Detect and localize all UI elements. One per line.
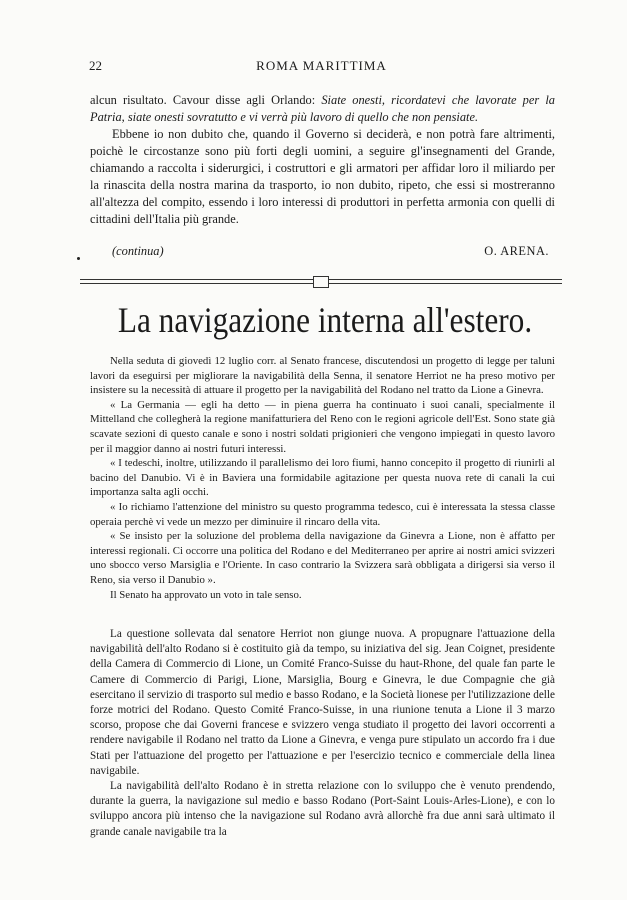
section-divider [80, 276, 562, 288]
page-number: 22 [89, 58, 102, 73]
signoff [90, 244, 555, 262]
paragraph-text: alcun risultato. Cavour disse agli Orlando: [90, 93, 322, 107]
continued-note: (continua) [112, 244, 164, 258]
paragraph: « La Germania — egli ha detto — in piena guerra ha continuato i suoi canali, specialmente il Mittelland che collegherà la regione manifatturiera del Reno con le regioni agricole dell'Est. Sono state già scavate sezioni di questo canale e sono i nostri soldati prigionieri che vengono impiegati in questo lavoro per il maggior danno ai nostri futuri interessi. [90, 398, 555, 455]
paragraph: Ebbene io non dubito che, quando il Governo si deciderà, e non potrà fare altrimenti, poichè le circostanze sono più forti degli uomini, a seguire gl'insegnamenti del Grande, chiamando a raccolta i siderurgici, i costruttori e gli armatori per affidar loro il miliardo per la rinascita della nostra marina da trasporto, io non dubito, ripeto, che essi si mostreranno all'altezza del compito, essendo i loro interessi di produttori in perfetta armonia con quelli di cittadini dell'Italia più grande. [90, 127, 555, 226]
paragraph: « Io richiamo l'attenzione del ministro su questo programma tedesco, cui è interessata la stessa classe operaia perchè vi vede un mezzo per diminuire il rincaro della vita. [90, 500, 555, 528]
article-title: La navigazione interna all'estero. [117, 300, 533, 340]
quoted-text: Siate onesti, ricordatevi che lavorate per la Patria, siate onesti sovratutto e vi verrà più lavoro di quello che non pensiate. [90, 93, 555, 124]
article-section-1 [90, 354, 555, 602]
continued-article-text [90, 92, 555, 228]
running-title: ROMA MARITTIMA [256, 58, 387, 73]
paragraph: La navigabilità dell'alto Rodano è in stretta relazione con lo sviluppo che è venuto prendendo, durante la guerra, la navigazione sul medio e basso Rodano (Port-Saint Louis-Arles-Lione), e con lo sviluppo ancora più intenso che la navigazione sul Rodano avrà allorchè fra due anni sarà ultimato il grande canale navigabile tra la [90, 780, 555, 838]
paragraph: Nella seduta di giovedì 12 luglio corr. al Senato francese, discutendosi un progetto di legge per taluni lavori da eseguirsi per migliorare la navigabilità della Senna, il senatore Herriot ne ha preso motivo per insistere su la necessità di attuare il progetto per la navigabilità del Rodano nel tratto da Lione a Ginevra. [90, 355, 555, 397]
paragraph: La questione sollevata dal senatore Herriot non giunge nuova. A propugnare l'attuazione della navigabilità dell'alto Rodano si è costituito già da tempo, su iniziativa del sig. Jean Coignet, presidente della Camera di Commercio di Lione, un Comité Franco-Suisse du haut-Rhone, del quale fan parte le Camere di Commercio di Parigi, Lione, Marsiglia, Bourg e Ginevra, le due Compagnie che già esercitano il servizio di trasporto sul medio e basso Rodano, e la Società lionese per l'utilizzazione delle forze motrici del Rodano. Questo Comité Franco-Suisse, in una riunione tenuta a Lione il 3 marzo scorso, propose che dai Governi francese e svizzero venga studiato il progetto dei lavori occorrenti a rendere navigabile il Rodano nel tratto da Lione a Ginevra, e venga pure stipulato un accordo fra i due Stati per l'attuazione del progetto per l'attuazione e per l'esercizio tecnico e commerciale della linea navigabile. [90, 628, 555, 777]
divider-ornament [313, 276, 329, 288]
author-signature: O. ARENA. [484, 244, 549, 258]
margin-dot [77, 257, 80, 260]
paragraph: « Se insisto per la soluzione del problema della navigazione da Ginevra a Lione, non è affatto per interessi regionali. Ci occorre una politica del Rodano e del Mediterraneo per aprire ai nostri amici svizzeri uno sbocco verso Marsiglia e l'Oriente. In caso contrario la Svizzera sarà obbligata a dirigersi sia verso il Reno, sia verso il Danubio ». [90, 530, 555, 586]
paragraph: Il Senato ha approvato un voto in tale senso. [110, 588, 302, 601]
page-header [89, 58, 554, 78]
paragraph: « I tedeschi, inoltre, utilizzando il parallelismo dei loro fiumi, hanno concepito il progetto di riunirli al bacino del Danubio. Vi è in Baviera una formidabile agitazione per questa nuova rete di canali la cui importanza salta agli occhi. [90, 457, 555, 499]
article-section-2 [90, 627, 555, 840]
paragraph [90, 92, 555, 126]
